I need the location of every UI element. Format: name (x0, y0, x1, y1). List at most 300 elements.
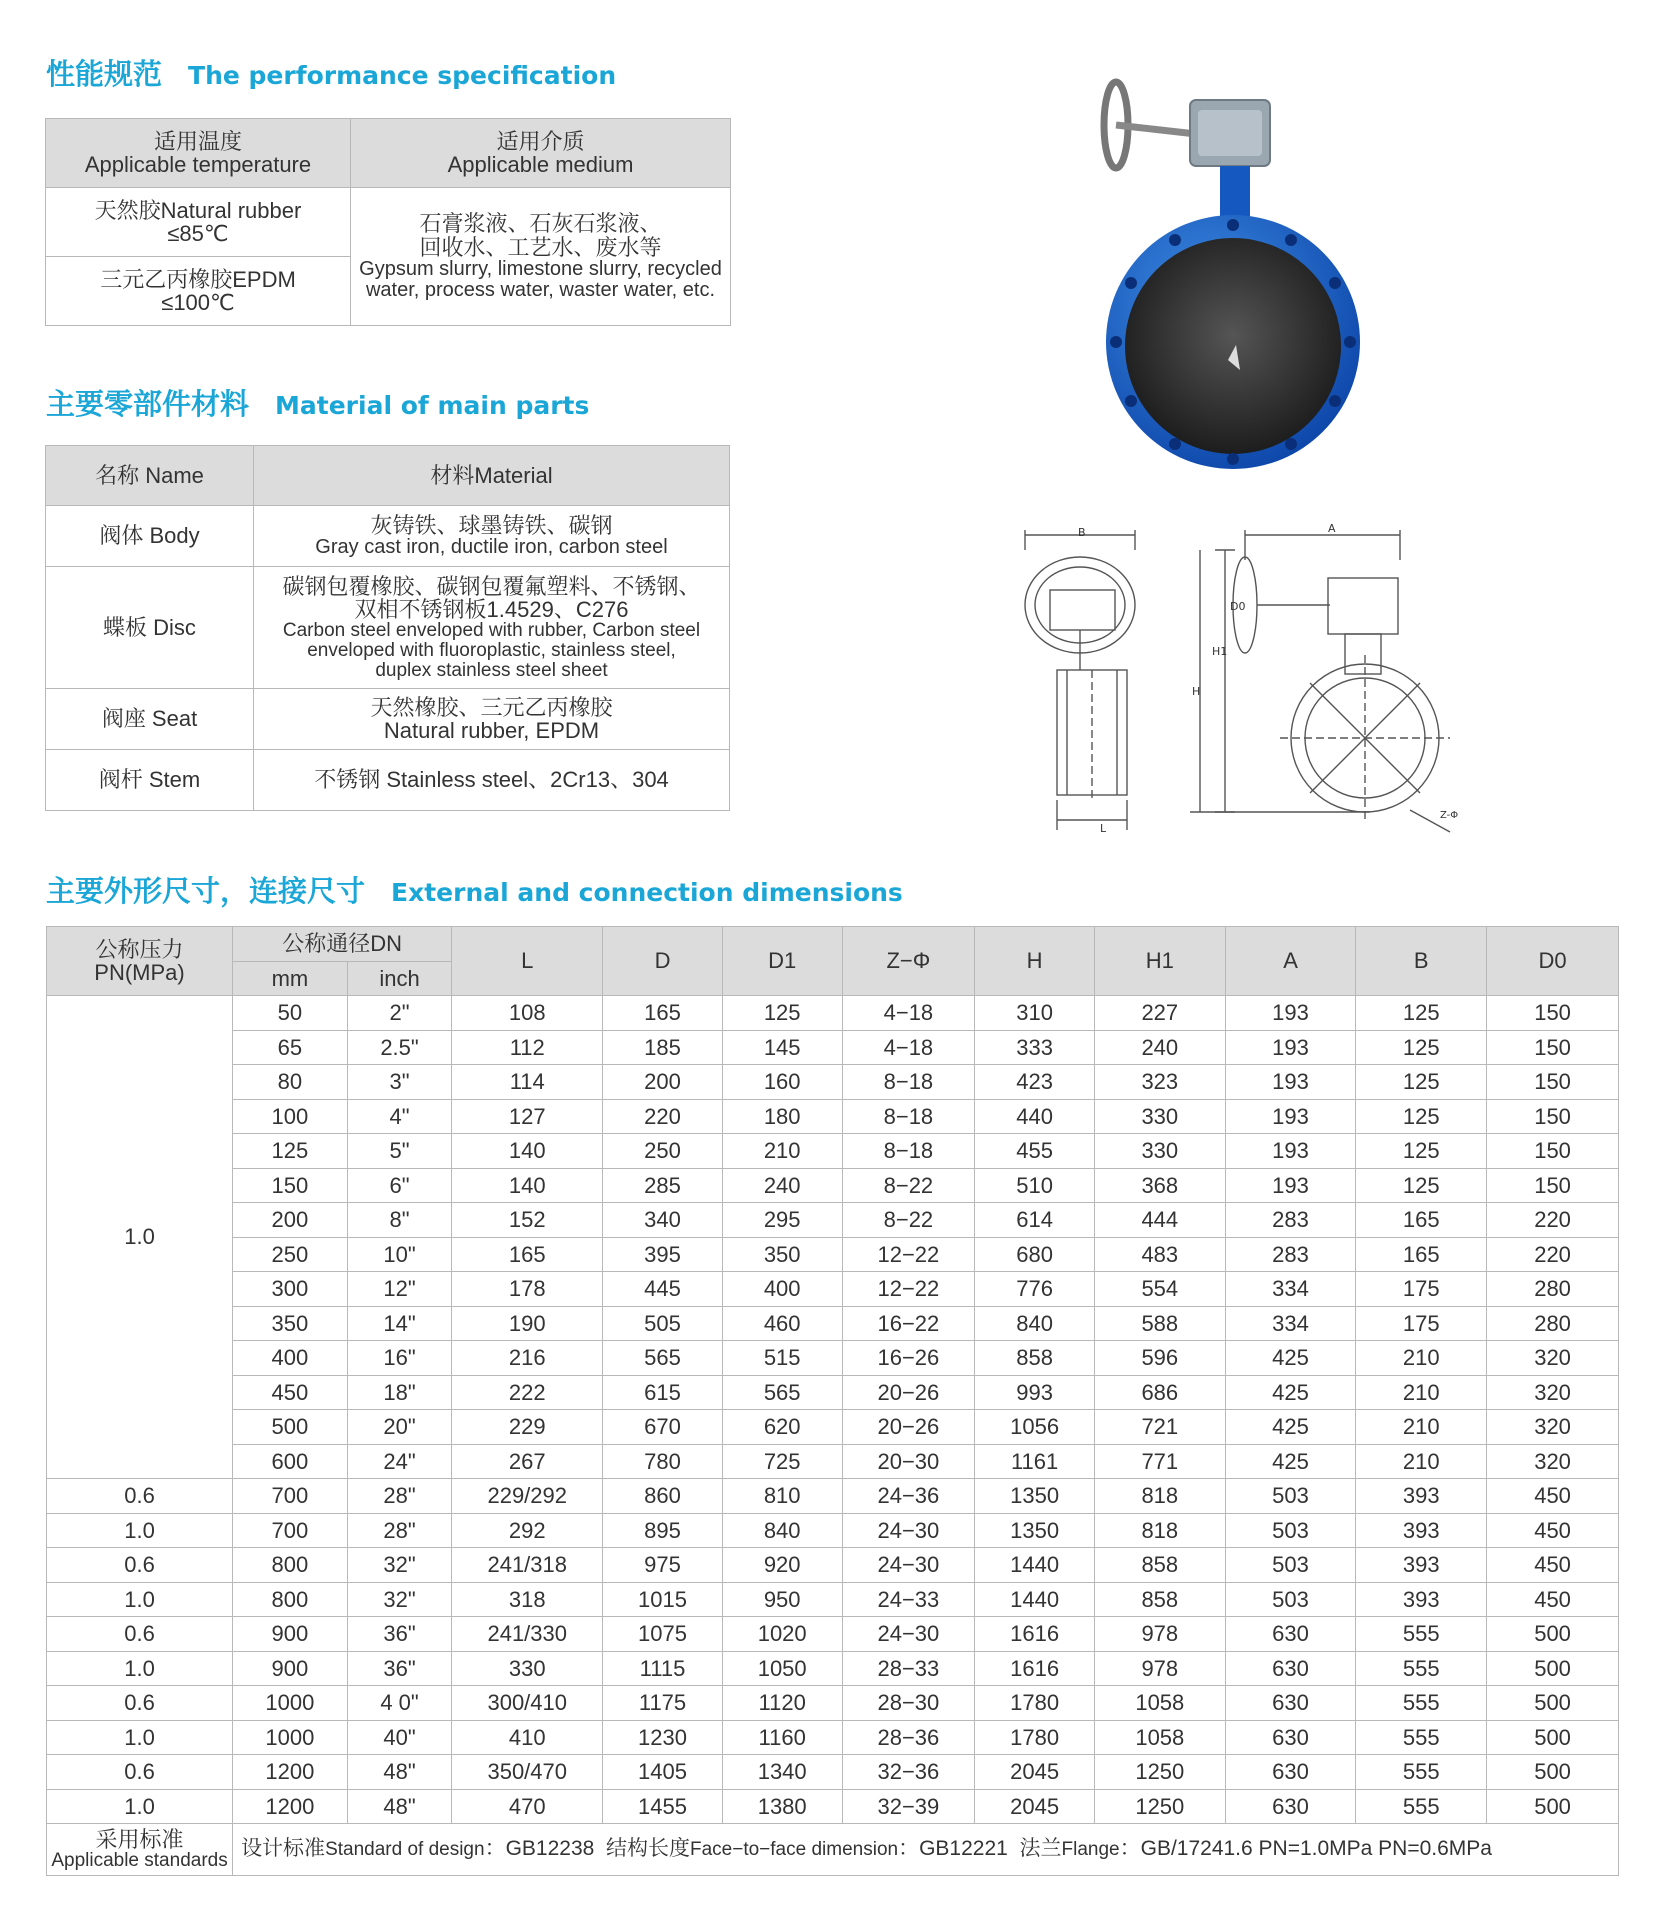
table-cell: 210 (722, 1134, 842, 1169)
header-pn: 公称压力 PN(MPa) (47, 927, 233, 996)
table-cell: 615 (603, 1375, 723, 1410)
table-cell: 334 (1225, 1272, 1356, 1307)
table-row (47, 1651, 1619, 1686)
dim-label-h1: H1 (1212, 645, 1228, 658)
table-cell: 393 (1356, 1479, 1487, 1514)
table-cell: 1780 (975, 1686, 1095, 1721)
table-cell: 80 (233, 1065, 348, 1100)
table-cell: 368 (1094, 1168, 1225, 1203)
pn-cell: 0.6 (47, 1548, 233, 1583)
table-cell: 220 (1487, 1237, 1619, 1272)
table-row (47, 1444, 1619, 1479)
table-cell: 350 (233, 1306, 348, 1341)
dim-label-b: B (1078, 526, 1086, 539)
table-cell: 125 (1356, 1099, 1487, 1134)
table-cell: 241/318 (452, 1548, 603, 1583)
table-cell: 410 (452, 1720, 603, 1755)
table-cell: 178 (452, 1272, 603, 1307)
table-cell: 250 (233, 1237, 348, 1272)
table-cell: 1160 (722, 1720, 842, 1755)
table-cell: 1780 (975, 1720, 1095, 1755)
technical-drawing (1010, 520, 1480, 845)
table-cell: 1200 (233, 1789, 348, 1824)
table-cell: 165 (1356, 1237, 1487, 1272)
pn-cell: 1.0 (47, 996, 233, 1479)
table-cell: 4−18 (842, 996, 975, 1031)
table-cell: 222 (452, 1375, 603, 1410)
table-cell: 165 (452, 1237, 603, 1272)
header-col-d1: D1 (722, 927, 842, 996)
table-cell: 1616 (975, 1651, 1095, 1686)
table-cell: 8−22 (842, 1203, 975, 1238)
table-cell: 150 (1487, 1168, 1619, 1203)
temperature-cell: 天然胶Natural rubber ≤85℃ (46, 188, 351, 257)
header-col-d0: D0 (1487, 927, 1619, 996)
table-cell: 14" (347, 1306, 452, 1341)
table-cell: 670 (603, 1410, 723, 1445)
table-cell: 6" (347, 1168, 452, 1203)
table-cell: 125 (1356, 1134, 1487, 1169)
table-cell: 1058 (1094, 1686, 1225, 1721)
table-cell: 1175 (603, 1686, 723, 1721)
table-cell: 125 (1356, 996, 1487, 1031)
table-cell: 1230 (603, 1720, 723, 1755)
table-cell: 36" (347, 1617, 452, 1652)
section-title-performance: 性能规范 The performance specification (46, 57, 617, 91)
table-cell: 1056 (975, 1410, 1095, 1445)
table-row (47, 1410, 1619, 1445)
table-cell: 1000 (233, 1720, 348, 1755)
header-mm: mm (233, 961, 348, 996)
table-cell: 555 (1356, 1686, 1487, 1721)
table-cell: 193 (1225, 996, 1356, 1031)
table-cell: 620 (722, 1410, 842, 1445)
table-cell: 350 (722, 1237, 842, 1272)
pn-cell: 0.6 (47, 1755, 233, 1790)
header-col-z: Z−Φ (842, 927, 975, 996)
table-cell: 140 (452, 1168, 603, 1203)
table-cell: 450 (1487, 1479, 1619, 1514)
table-cell: 1050 (722, 1651, 842, 1686)
table-cell: 425 (1225, 1410, 1356, 1445)
table-cell: 175 (1356, 1306, 1487, 1341)
table-cell: 280 (1487, 1306, 1619, 1341)
table-cell: 1115 (603, 1651, 723, 1686)
table-cell: 220 (603, 1099, 723, 1134)
table-row (47, 1789, 1619, 1824)
table-cell: 503 (1225, 1582, 1356, 1617)
table-cell: 150 (1487, 996, 1619, 1031)
pn-cell: 1.0 (47, 1651, 233, 1686)
table-cell: 28" (347, 1513, 452, 1548)
table-cell: 393 (1356, 1548, 1487, 1583)
table-cell: 975 (603, 1548, 723, 1583)
table-cell: 24−33 (842, 1582, 975, 1617)
table-cell: 24−36 (842, 1479, 975, 1514)
section-title-materials: 主要零部件材料 Material of main parts (46, 387, 590, 421)
header-inch: inch (347, 961, 452, 996)
table-cell: 200 (233, 1203, 348, 1238)
table-cell: 500 (1487, 1651, 1619, 1686)
table-cell: 505 (603, 1306, 723, 1341)
table-cell: 500 (1487, 1720, 1619, 1755)
table-cell: 28−36 (842, 1720, 975, 1755)
dim-label-l: L (1100, 822, 1107, 835)
table-cell: 978 (1094, 1651, 1225, 1686)
table-cell: 100 (233, 1099, 348, 1134)
table-cell: 20−30 (842, 1444, 975, 1479)
table-row (47, 1099, 1619, 1134)
table-cell: 340 (603, 1203, 723, 1238)
table-cell: 800 (233, 1582, 348, 1617)
table-cell: 48" (347, 1755, 452, 1790)
table-row (47, 1755, 1619, 1790)
table-cell: 125 (1356, 1030, 1487, 1065)
part-name: 阀杆 Stem (46, 750, 254, 811)
table-cell: 200 (603, 1065, 723, 1100)
table-cell: 500 (1487, 1617, 1619, 1652)
materials-table (45, 445, 730, 811)
table-cell: 295 (722, 1203, 842, 1238)
header-temperature: 适用温度 Applicable temperature (46, 119, 351, 188)
table-cell: 32" (347, 1548, 452, 1583)
medium-cell: 石膏浆液、石灰石浆液、 回收水、工艺水、废水等 Gypsum slurry, limestone slurry, recycled water, process water, waster water, etc. (351, 188, 731, 326)
table-cell: 32" (347, 1582, 452, 1617)
table-cell: 680 (975, 1237, 1095, 1272)
standards-text: 设计标准Standard of design：GB12238 结构长度Face−to−face dimension：GB12221 法兰Flange：GB/17241.6 PN=1.0MPa PN=0.6MPa (233, 1824, 1619, 1876)
table-cell: 776 (975, 1272, 1095, 1307)
table-cell: 8−18 (842, 1134, 975, 1169)
table-cell: 320 (1487, 1375, 1619, 1410)
table-cell: 950 (722, 1582, 842, 1617)
table-cell: 700 (233, 1513, 348, 1548)
table-row (47, 1272, 1619, 1307)
dim-label-d0: D0 (1230, 600, 1246, 613)
table-cell: 555 (1356, 1720, 1487, 1755)
table-cell: 565 (722, 1375, 842, 1410)
table-cell: 32−36 (842, 1755, 975, 1790)
temperature-cell: 三元乙丙橡胶EPDM ≤100℃ (46, 257, 351, 326)
table-cell: 145 (722, 1030, 842, 1065)
table-row (47, 1686, 1619, 1721)
table-cell: 12" (347, 1272, 452, 1307)
table-cell: 630 (1225, 1686, 1356, 1721)
table-cell: 450 (1487, 1582, 1619, 1617)
table-cell: 900 (233, 1617, 348, 1652)
table-cell: 125 (233, 1134, 348, 1169)
table-cell: 32−39 (842, 1789, 975, 1824)
table-cell: 280 (1487, 1272, 1619, 1307)
header-col-a: A (1225, 927, 1356, 996)
standards-label: 采用标准 Applicable standards (47, 1824, 233, 1876)
table-cell: 2045 (975, 1755, 1095, 1790)
table-cell: 588 (1094, 1306, 1225, 1341)
table-row (47, 1513, 1619, 1548)
table-cell: 127 (452, 1099, 603, 1134)
table-cell: 895 (603, 1513, 723, 1548)
table-cell: 210 (1356, 1444, 1487, 1479)
table-cell: 393 (1356, 1513, 1487, 1548)
table-cell: 300 (233, 1272, 348, 1307)
header-col-h: H (975, 927, 1095, 996)
valve-photo (1080, 40, 1380, 480)
table-cell: 140 (452, 1134, 603, 1169)
table-cell: 515 (722, 1341, 842, 1376)
table-cell: 220 (1487, 1203, 1619, 1238)
table-cell: 500 (233, 1410, 348, 1445)
table-cell: 114 (452, 1065, 603, 1100)
table-row (47, 1582, 1619, 1617)
part-name: 阀体 Body (46, 506, 254, 567)
table-cell: 310 (975, 996, 1095, 1031)
part-material: 天然橡胶、三元乙丙橡胶 Natural rubber, EPDM (254, 689, 730, 750)
table-cell: 150 (1487, 1099, 1619, 1134)
table-cell: 555 (1356, 1617, 1487, 1652)
table-cell: 20" (347, 1410, 452, 1445)
table-cell: 150 (1487, 1065, 1619, 1100)
table-cell: 1250 (1094, 1789, 1225, 1824)
table-cell: 4−18 (842, 1030, 975, 1065)
table-cell: 2.5" (347, 1030, 452, 1065)
table-cell: 10" (347, 1237, 452, 1272)
table-cell: 1200 (233, 1755, 348, 1790)
table-cell: 8−18 (842, 1065, 975, 1100)
table-cell: 28" (347, 1479, 452, 1514)
table-cell: 858 (975, 1341, 1095, 1376)
table-cell: 330 (452, 1651, 603, 1686)
pn-cell: 1.0 (47, 1789, 233, 1824)
table-cell: 40" (347, 1720, 452, 1755)
table-cell: 614 (975, 1203, 1095, 1238)
table-cell: 450 (1487, 1513, 1619, 1548)
table-cell: 1120 (722, 1686, 842, 1721)
table-cell: 240 (722, 1168, 842, 1203)
part-material: 碳钢包覆橡胶、碳钢包覆氟塑料、不锈钢、 双相不锈钢板1.4529、C276 Carbon steel enveloped with rubber, Carbon steel enveloped with fluoroplastic, stainless steel, duplex stainless steel sheet (254, 567, 730, 689)
table-cell: 510 (975, 1168, 1095, 1203)
table-row (47, 1065, 1619, 1100)
header-medium: 适用介质 Applicable medium (351, 119, 731, 188)
table-cell: 108 (452, 996, 603, 1031)
table-cell: 180 (722, 1099, 842, 1134)
table-cell: 285 (603, 1168, 723, 1203)
table-cell: 1405 (603, 1755, 723, 1790)
pn-cell: 0.6 (47, 1686, 233, 1721)
table-cell: 150 (1487, 1134, 1619, 1169)
table-cell: 630 (1225, 1755, 1356, 1790)
table-cell: 18" (347, 1375, 452, 1410)
table-cell: 12−22 (842, 1272, 975, 1307)
table-cell: 227 (1094, 996, 1225, 1031)
table-cell: 503 (1225, 1513, 1356, 1548)
table-cell: 125 (1356, 1065, 1487, 1100)
table-row (47, 1341, 1619, 1376)
table-cell: 771 (1094, 1444, 1225, 1479)
table-cell: 400 (233, 1341, 348, 1376)
table-cell: 193 (1225, 1099, 1356, 1134)
table-cell: 4" (347, 1099, 452, 1134)
table-cell: 2045 (975, 1789, 1095, 1824)
table-cell: 125 (1356, 1168, 1487, 1203)
table-cell: 1455 (603, 1789, 723, 1824)
table-cell: 483 (1094, 1237, 1225, 1272)
table-cell: 16−22 (842, 1306, 975, 1341)
table-cell: 229/292 (452, 1479, 603, 1514)
pn-cell: 1.0 (47, 1720, 233, 1755)
table-cell: 555 (1356, 1789, 1487, 1824)
table-cell: 425 (1225, 1375, 1356, 1410)
pn-cell: 1.0 (47, 1582, 233, 1617)
table-cell: 1440 (975, 1548, 1095, 1583)
table-cell: 1350 (975, 1513, 1095, 1548)
header-material: 材料Material (254, 446, 730, 506)
table-cell: 210 (1356, 1375, 1487, 1410)
table-cell: 24−30 (842, 1548, 975, 1583)
table-cell: 160 (722, 1065, 842, 1100)
part-material: 灰铸铁、球墨铸铁、碳钢 Gray cast iron, ductile iron, carbon steel (254, 506, 730, 567)
table-cell: 8" (347, 1203, 452, 1238)
table-cell: 1000 (233, 1686, 348, 1721)
table-cell: 818 (1094, 1479, 1225, 1514)
table-cell: 12−22 (842, 1237, 975, 1272)
table-cell: 323 (1094, 1065, 1225, 1100)
table-cell: 320 (1487, 1410, 1619, 1445)
table-cell: 24" (347, 1444, 452, 1479)
table-cell: 860 (603, 1479, 723, 1514)
table-cell: 686 (1094, 1375, 1225, 1410)
pn-cell: 0.6 (47, 1479, 233, 1514)
table-cell: 450 (233, 1375, 348, 1410)
table-cell: 241/330 (452, 1617, 603, 1652)
table-cell: 300/410 (452, 1686, 603, 1721)
table-row (47, 1720, 1619, 1755)
table-row (47, 1617, 1619, 1652)
table-cell: 500 (1487, 1789, 1619, 1824)
section-title-dimensions: 主要外形尺寸，连接尺寸 External and connection dimensions (46, 874, 903, 908)
part-material: 不锈钢 Stainless steel、2Cr13、304 (254, 750, 730, 811)
table-row (47, 1030, 1619, 1065)
table-cell: 400 (722, 1272, 842, 1307)
table-cell: 16" (347, 1341, 452, 1376)
dimensions-table (46, 926, 1619, 1876)
table-cell: 630 (1225, 1789, 1356, 1824)
table-cell: 250 (603, 1134, 723, 1169)
header-col-l: L (452, 927, 603, 996)
table-cell: 48" (347, 1789, 452, 1824)
table-cell: 165 (1356, 1203, 1487, 1238)
header-name: 名称 Name (46, 446, 254, 506)
table-cell: 1350 (975, 1479, 1095, 1514)
table-cell: 1075 (603, 1617, 723, 1652)
table-cell: 65 (233, 1030, 348, 1065)
table-cell: 1020 (722, 1617, 842, 1652)
dim-label-h: H (1192, 685, 1201, 698)
table-cell: 36" (347, 1651, 452, 1686)
part-name: 蝶板 Disc (46, 567, 254, 689)
table-cell: 210 (1356, 1410, 1487, 1445)
table-row (47, 1203, 1619, 1238)
table-cell: 721 (1094, 1410, 1225, 1445)
table-row (47, 1375, 1619, 1410)
table-cell: 500 (1487, 1686, 1619, 1721)
dim-label-a: A (1328, 522, 1336, 535)
table-cell: 445 (603, 1272, 723, 1307)
table-cell: 20−26 (842, 1410, 975, 1445)
table-cell: 423 (975, 1065, 1095, 1100)
table-row (47, 996, 1619, 1031)
table-cell: 503 (1225, 1479, 1356, 1514)
table-cell: 150 (1487, 1030, 1619, 1065)
table-cell: 455 (975, 1134, 1095, 1169)
table-row (47, 1237, 1619, 1272)
table-cell: 185 (603, 1030, 723, 1065)
table-cell: 320 (1487, 1444, 1619, 1479)
table-cell: 20−26 (842, 1375, 975, 1410)
table-cell: 175 (1356, 1272, 1487, 1307)
table-cell: 292 (452, 1513, 603, 1548)
table-cell: 503 (1225, 1548, 1356, 1583)
table-cell: 5" (347, 1134, 452, 1169)
table-cell: 978 (1094, 1617, 1225, 1652)
table-cell: 334 (1225, 1306, 1356, 1341)
table-cell: 1058 (1094, 1720, 1225, 1755)
pn-cell: 1.0 (47, 1513, 233, 1548)
table-cell: 444 (1094, 1203, 1225, 1238)
table-cell: 3" (347, 1065, 452, 1100)
table-cell: 460 (722, 1306, 842, 1341)
table-cell: 320 (1487, 1341, 1619, 1376)
table-row (47, 1548, 1619, 1583)
table-cell: 858 (1094, 1582, 1225, 1617)
table-cell: 393 (1356, 1582, 1487, 1617)
table-cell: 1161 (975, 1444, 1095, 1479)
table-cell: 2" (347, 996, 452, 1031)
table-cell: 425 (1225, 1444, 1356, 1479)
table-cell: 16−26 (842, 1341, 975, 1376)
table-cell: 333 (975, 1030, 1095, 1065)
table-cell: 193 (1225, 1134, 1356, 1169)
table-cell: 700 (233, 1479, 348, 1514)
table-cell: 24−30 (842, 1617, 975, 1652)
table-cell: 840 (975, 1306, 1095, 1341)
header-dn: 公称通径DN (233, 927, 452, 962)
dim-label-z: Z-Φ (1440, 810, 1459, 821)
table-cell: 330 (1094, 1099, 1225, 1134)
table-cell: 24−30 (842, 1513, 975, 1548)
part-name: 阀座 Seat (46, 689, 254, 750)
table-cell: 283 (1225, 1203, 1356, 1238)
table-cell: 283 (1225, 1237, 1356, 1272)
table-cell: 190 (452, 1306, 603, 1341)
table-cell: 193 (1225, 1065, 1356, 1100)
table-cell: 554 (1094, 1272, 1225, 1307)
table-cell: 229 (452, 1410, 603, 1445)
header-col-d: D (603, 927, 723, 996)
table-cell: 470 (452, 1789, 603, 1824)
table-cell: 993 (975, 1375, 1095, 1410)
table-cell: 500 (1487, 1755, 1619, 1790)
table-cell: 630 (1225, 1720, 1356, 1755)
table-cell: 630 (1225, 1651, 1356, 1686)
table-cell: 1616 (975, 1617, 1095, 1652)
table-cell: 555 (1356, 1755, 1487, 1790)
table-cell: 125 (722, 996, 842, 1031)
header-col-h1: H1 (1094, 927, 1225, 996)
table-cell: 780 (603, 1444, 723, 1479)
table-cell: 193 (1225, 1168, 1356, 1203)
table-cell: 1015 (603, 1582, 723, 1617)
table-cell: 800 (233, 1548, 348, 1583)
table-cell: 1440 (975, 1582, 1095, 1617)
